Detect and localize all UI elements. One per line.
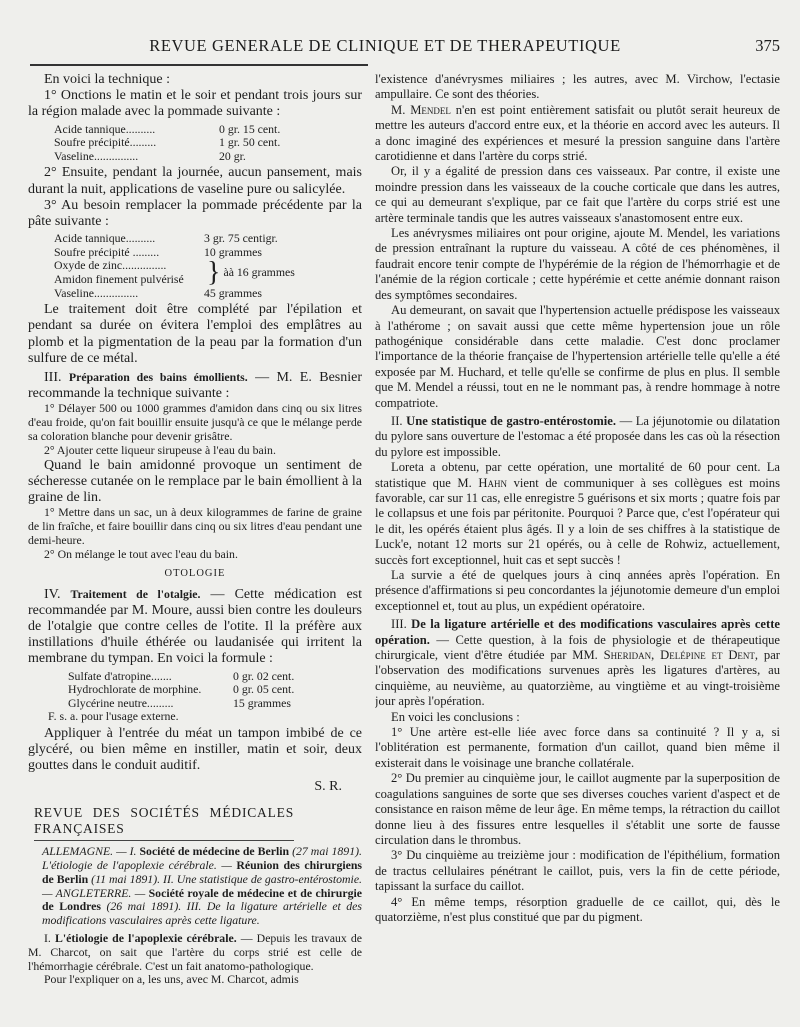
prescription-row xyxy=(54,136,362,150)
section-label-otologie: OTOLOGIE xyxy=(164,568,226,580)
section-number: IV. xyxy=(44,586,61,602)
summary-part: (27 mai 1891). L'étiologie de l'apoplexie cérébrale. — xyxy=(42,844,362,872)
author-name: Mendel xyxy=(410,102,451,117)
prescription-brace-group xyxy=(54,256,362,288)
paragraph: 2° Du premier au cinquième jour, le caillot augmente par la superposition de coagulations sanguines de sorte que ses diverses couches varient d'aspect et de consistance en raison même de leur âge. En même temps, la rétraction du caillot donne lieu à des fissures entre lesquelles il s'établit une sorte de fausse circulation dans le thrombus. xyxy=(375,771,780,847)
journal-title: REVUE GENERALE DE CLINIQUE ET DE THERAPEUTIQUE xyxy=(149,36,621,55)
ingredient: Glycérine neutre......... xyxy=(68,696,174,710)
running-header xyxy=(30,36,780,60)
ingredient: Acide tannique.......... xyxy=(54,122,156,136)
section-heading-paragraph xyxy=(28,932,362,973)
ingredient: Soufre précipité......... xyxy=(54,136,157,150)
paragraph: Pour l'expliquer on a, les uns, avec M. Charcot, admis xyxy=(44,972,299,987)
ingredient: Sulfate d'atropine....... xyxy=(68,669,172,683)
paragraph: Or, il y a égalité de pression dans ces vaisseaux. Par contre, il existe une moindre pression dans les vaisseaux de la couche corticale que dans les autres, ce qui au demeurant s'explique, par ce fait que l'artère du corps strié est une artère terminale tandis que les autres vaisseaux s'anastomosent entre eux. xyxy=(375,164,780,225)
prescription-note: F. s. a. pour l'usage externe. xyxy=(48,709,179,724)
header-rule xyxy=(30,64,368,66)
section-lead: — Cette question, à la fois de physiologie et de thérapeutique chirurgicale, vient d'être étudiée par MM. xyxy=(375,632,780,663)
paragraph: Quand le bain amidonné provoque un sentiment de sécheresse cutanée on le remplace par le bain émollient à la graine de lin. xyxy=(28,457,362,505)
section-lead: — La jéjunotomie ou dilatation du pylore sans ouverture de l'estomac a été proposée dans les cas où la résection du pylore est impossible. xyxy=(375,413,780,459)
section-title: Traitement de l'otalgie. xyxy=(70,586,201,601)
summary-part: Réunion des chirurgiens de Berlin xyxy=(42,857,362,886)
signature-initials: S. R. xyxy=(314,778,342,794)
prescription-3 xyxy=(48,668,362,724)
paragraph: Au demeurant, on savait que l'hypertension actuelle prédispose les vaisseaux à l'athérome ; on savait aussi que cette même hypertension joue un rôle pathogénique considérable dans cette maladie. C'est donc proclamer l'importance de la théorie française de l'hypertension artérielle telle qu'elle a été exposée par M. Huchard, et telle qu'elle se confirme de plus en plus. Il semble que M. Mendel a réussi, tout en ne le nommant pas, à rendre hommage à notre compatriote. xyxy=(375,303,780,410)
paragraph: 1° Mettre dans un sac, un à deux kilogrammes de farine de graine de lin fraîche, et faire bouillir dans cinq ou six litres d'eau pendant une demi-heure. xyxy=(28,505,362,547)
paragraph: 2° Ensuite, pendant la journée, aucun pansement, mais durant la nuit, applications de vaseline pure ou salicylée. xyxy=(28,165,362,197)
section-lead: — M. E. Besnier recommande la technique suivante : xyxy=(28,369,362,402)
ingredient: Amidon finement pulvérisé xyxy=(54,271,184,286)
dose: 15 grammes xyxy=(233,695,291,710)
dose: 1 gr. 50 cent. xyxy=(219,135,281,150)
section-lead: par l'observation des modifications survenues après les ligatures d'artères, au cinquième, au neuvième, au quatorzième, au vingtième et au vingt-troisième jour après l'opération. xyxy=(375,648,780,709)
summary-part: (11 mai 1891). II. Une statistique de gastro-entérostomie. — ANGLETERRE. — xyxy=(42,871,362,900)
ingredient: Soufre précipité ......... xyxy=(54,245,160,259)
prescription-2 xyxy=(54,232,362,300)
ingredient: Vaseline............... xyxy=(54,286,139,300)
section-lead: — Depuis les travaux de M. Charcot, on sait que l'artère du corps strié est celle de l'hémorrhagie cérébrale. C'est un fait anatomo-pathologique. xyxy=(28,930,362,973)
paragraph xyxy=(375,103,780,165)
dose: àà 16 grammes xyxy=(223,265,295,280)
prescription-row xyxy=(54,150,362,164)
revue-section-heading: REVUE DES SOCIÉTÉS MÉDICALES FRANÇAISES xyxy=(34,805,294,841)
dose: 0 gr. 15 cent. xyxy=(219,121,281,136)
paragraph: Les anévrysmes miliaires ont pour origine, ajoute M. Mendel, les variations de pression entraînant la rupture du vaisseau. A côté de ces phénomènes, il faudrait encore tenir compte de l'hypérémie de la région de l'hémorrhagie et de l'anémie de la région corticale ; cette hypérémie et cette anémie donnant raison des symptômes secondaires. xyxy=(375,226,780,302)
author-name: Hahn xyxy=(478,475,507,490)
section-number: III. xyxy=(391,617,407,632)
prescription-row xyxy=(54,232,362,246)
ingredient: Hydrochlorate de morphine. xyxy=(68,683,202,697)
summary xyxy=(42,845,362,928)
brace-symbol: } xyxy=(207,256,221,288)
dose: 0 gr. 05 cent. xyxy=(233,682,295,697)
ingredient: Vaseline............... xyxy=(54,149,139,163)
prescription-1 xyxy=(54,123,362,164)
dose: 10 grammes xyxy=(204,244,262,259)
paragraph: 1° Onctions le matin et le soir et pendant trois jours sur la région malade avec la pommade suivante : xyxy=(28,88,362,120)
paragraph: 3° Au besoin remplacer la pommade précédente par la pâte suivante : xyxy=(28,197,362,229)
section-title: Une statistique de gastro-entérostomie. xyxy=(406,413,617,428)
section-heading-paragraph xyxy=(375,414,780,460)
section-lead: — Cette médication est recommandée par M. Moure, aussi bien contre les douleurs de l'otalgie que contre celles de l'otite. Il la préfère aux instillations d'huile éthérée ou laudanisée qui irritent la membrane du tympan. En voici la formule : xyxy=(28,586,362,667)
text-run: Loreta a obtenu, par cette opération, une mortalité de 60 pour cent. La statistique que M. xyxy=(375,460,780,490)
text-run: M. xyxy=(391,102,406,117)
section-number: III. xyxy=(44,369,62,385)
prescription-row xyxy=(68,683,362,697)
paragraph: Appliquer à l'entrée du méat un tampon imbibé de ce glycéré, ou bien même en instiller, matin et soir, deux gouttes dans le conduit auditif. xyxy=(28,725,362,774)
ingredient: Oxyde de zinc............... xyxy=(54,258,167,273)
left-column xyxy=(28,72,362,1014)
right-column xyxy=(375,72,780,1014)
page-number: 375 xyxy=(755,36,780,55)
paragraph: Le traitement doit être complété par l'épilation et pendant sa durée on évitera l'emploi des emplâtres au plomb et la pigmentation de la peau par la formation d'un sulfure de ce métal. xyxy=(28,302,362,366)
paragraph: 1° Une artère est-elle liée avec force dans sa continuité ? Il y a, si l'oblitération est permanente, formation d'un caillot, quand bien même il existerait dans le voisinage une branche collatérale. xyxy=(375,725,780,770)
paragraph: l'existence d'anévrysmes miliaires ; les autres, avec M. Virchow, l'ectasie ampullaire. Ce sont des théories. xyxy=(375,72,780,102)
paragraph: 4° En même temps, résorption graduelle de ce caillot, qui, dès le quatorzième, n'est plus constitué que par du pigment. xyxy=(375,894,780,924)
summary-part: Société de médecine de Berlin xyxy=(139,844,290,859)
section-heading-paragraph xyxy=(28,370,362,402)
paragraph: En voici les conclusions : xyxy=(391,709,520,724)
section-number: II. xyxy=(391,413,403,428)
paragraph: En voici la technique : xyxy=(44,72,170,87)
ingredient: Acide tannique.......... xyxy=(54,232,156,246)
section-heading-paragraph xyxy=(375,617,780,709)
paragraph: 2° Ajouter cette liqueur sirupeuse à l'eau du bain. xyxy=(44,442,276,457)
dose: 45 grammes xyxy=(204,285,262,300)
paragraph: 2° On mélange le tout avec l'eau du bain. xyxy=(44,546,238,561)
paragraph: 1° Délayer 500 ou 1000 grammes d'amidon dans cinq ou six litres d'eau froide, qu'on fait bouillir ensuite jusqu'à ce que le mélange perde sa coloration blanche pour devenir grisâtre. xyxy=(28,401,362,443)
dose: 20 gr. xyxy=(219,148,246,163)
text-run: vient de communiquer à ses collègues est moins favorable, car sur 11 cas, elle enregistre 5 guérisons et six morts ; quatre fois par le collapsus et une fois par péritonite. Pourquoi ? Parce que, c'est l'opérateur qui le dit, les opérés étaient plus âgés. Il y a loin de ses chiffres à la statistique de Luck'e, notant 12 morts sur 21 opérés, ou à celle de Rohwiz, actuellement, succès fort exceptionnel, huit cas et sept succès ! xyxy=(375,475,780,567)
paragraph xyxy=(375,460,780,568)
section-title: L'étiologie de l'apoplexie cérébrale. xyxy=(55,930,237,945)
prescription-row xyxy=(68,697,362,711)
prescription-row xyxy=(54,287,362,301)
prescription-row xyxy=(68,670,362,684)
dose: 0 gr. 02 cent. xyxy=(233,668,295,683)
summary-part: ALLEMAGNE. — I. xyxy=(42,844,137,859)
section-title: Préparation des bains émollients. xyxy=(68,369,248,384)
author-names: Sheridan, Delépine et Dent, xyxy=(603,648,759,663)
section-heading-paragraph xyxy=(28,587,362,668)
paragraph: 3° Du cinquième au treizième jour : modification de l'épithélium, formation de tractus cellulaires pénétrant le caillot, puis, vers la fin de cette période, tapissant la surface du caillot. xyxy=(375,848,780,894)
brace-ingredients xyxy=(54,259,204,286)
section-title: De la ligature artérielle et des modifications vasculaires après cette opération. xyxy=(375,617,780,647)
summary-part: Société royale de médecine et de chirurgie de Londres xyxy=(42,885,362,914)
dose: 3 gr. 75 centigr. xyxy=(204,231,278,246)
paragraph: La survie a été de quelques jours à cinq années après l'opération. En présence d'affirmations si peu concordantes la jéjunotomie demeure d'un emploi exceptionnel et, tout au plus, un expédient opératoire. xyxy=(375,568,780,613)
prescription-row xyxy=(54,123,362,137)
section-number: I. xyxy=(44,930,51,945)
text-run: n'en est point entièrement satisfait ou plutôt serait heureux de mettre les auteurs d'accord entre eux, et la théorie en accord avec les auteurs. Il a donc imaginé des expériences et mesuré la pression sanguine dans l'artère carotidienne et dans l'artère du corps strié. xyxy=(375,102,780,164)
summary-part: (26 mai 1891). III. De la ligature artérielle et des modifications vasculaires après cette ligature. xyxy=(42,899,362,928)
